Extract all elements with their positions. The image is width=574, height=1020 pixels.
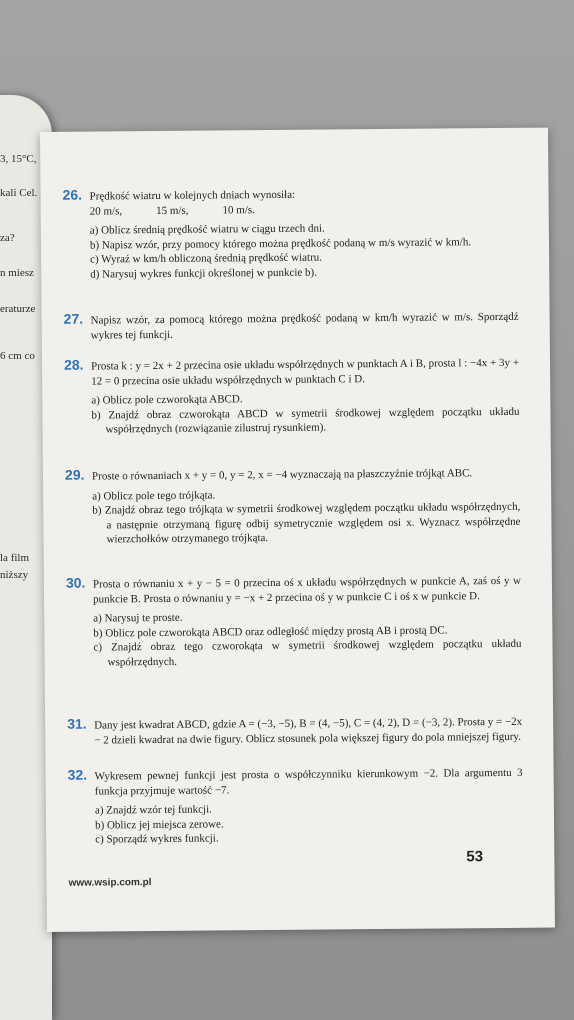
left-page-fragment: n miesz: [0, 267, 34, 279]
exercise-29: [65, 466, 521, 547]
exercise-part: d) Narysuj wykres funkcji określonej w punkcie b).: [90, 266, 317, 281]
left-page-fragment: la film: [0, 552, 30, 564]
speed-value: 15 m/s,: [156, 204, 189, 217]
exercise-intro: Prosta k : y = 2x + 2 przecina osie układu współrzędnych w punktach A i B, prosta l : −4x + 3y + 12 = 0 przecina osie układu współrzędnych w punktach C i D.: [90, 356, 520, 388]
exercise-part: b) Oblicz jej miejsca zerowe.: [94, 817, 224, 832]
exercise-part: a) Oblicz średnią prędkość wiatru w ciągu trzech dni.: [89, 222, 325, 237]
exercise-number: 28.: [63, 356, 84, 373]
left-page-fragment: niższy: [0, 569, 29, 581]
exercise-part: b) Znajdź obraz tego trójkąta w symetrii środkowej względem początku układu współrzędnych, a następnie otrzymaną figurę odbij symetrycznie względem osi x. Wyznacz współrzędne wierzchołków otrzymanego trójkąta.: [92, 500, 521, 546]
exercise-intro: Prosta o równaniu x + y − 5 = 0 przecina oś x układu współrzędnych w punkcie A, zaś oś y w punkcie B. Prosta o równaniu y = −x + 2 przecina oś y w punkcie C i oś x w punkcie D.: [92, 574, 521, 606]
left-page-fragment: 3, 15°C,: [0, 153, 37, 165]
left-page-fragment: za?: [0, 232, 15, 244]
exercise-31: [67, 715, 522, 748]
exercise-30: [66, 574, 522, 670]
exercise-part: b) Oblicz pole czworokąta ABCD oraz odległość między prostą AB i prostą DC.: [93, 623, 448, 640]
exercise-part: b) Znajdź obraz czworokąta ABCD w symetrii środkowej względem początku układu współrzędnych (rozwiązanie zilustruj rysunkiem).: [91, 405, 520, 436]
exercise-part: a) Oblicz pole tego trójkąta.: [92, 488, 216, 503]
exercise-number: 26.: [62, 186, 83, 203]
exercise-part: a) Oblicz pole czworokąta ABCD.: [91, 393, 243, 407]
speed-value: 20 m/s,: [89, 204, 123, 218]
left-page-fragment: kali Cel.: [0, 187, 38, 199]
left-page-fragment: 6 cm co: [0, 350, 35, 362]
exercise-part: c) Znajdź obraz tego czworokąta w symetrii środkowej względem początku układu współrzędnych.: [93, 637, 522, 668]
page-number: 53: [466, 848, 484, 866]
exercise-number: 30.: [65, 574, 86, 591]
publisher-url: www.wsip.com.pl: [68, 877, 152, 889]
exercise-intro: Wykresem pewnej funkcji jest prosta o współczynniku kierunkowym −2. Dla argumentu 3 funkcja przyjmuje wartość −7.: [94, 766, 523, 798]
speed-value: 10 m/s.: [222, 203, 255, 216]
exercise-intro: Dany jest kwadrat ABCD, gdzie A = (−3, −5), B = (4, −5), C = (4, 2), D = (−3, 2). Prosta y = −2x − 2 dzieli kwadrat na dwie figury. Oblicz stosunek pola większej figury do pola mniejszej figury.: [94, 715, 523, 747]
exercise-28: [64, 356, 520, 437]
exercise-intro: Prędkość wiatru w kolejnych dniach wynosiła:: [89, 188, 296, 203]
exercise-26: [63, 186, 519, 282]
exercise-number: 29.: [64, 466, 85, 483]
exercise-intro: Napisz wzór, za pomocą którego można prędkość podaną w km/h wyrazić w m/s. Sporządź wykres tej funkcji.: [90, 310, 519, 342]
exercise-number: 32.: [67, 766, 88, 783]
exercise-part: c) Wyraź w km/h obliczoną średnią prędkość wiatru.: [90, 251, 323, 266]
exercise-part: c) Sporządź wykres funkcji.: [95, 832, 219, 846]
exercise-part: a) Narysuj te proste.: [93, 611, 183, 625]
exercise-part: b) Napisz wzór, przy pomocy którego można prędkość podaną w m/s wyrazić w km/h.: [89, 235, 472, 252]
exercise-number: 31.: [67, 715, 87, 732]
exercise-intro: Proste o równaniach x + y = 0, y = 2, x = −4 wyznaczają na płaszczyźnie trójkąt ABC.: [91, 467, 473, 483]
exercise-32: [68, 766, 524, 847]
exercise-27: [64, 310, 519, 343]
left-page-fragment: eraturze: [0, 303, 36, 315]
exercise-number: 27.: [63, 310, 84, 327]
exercise-part: a) Znajdź wzór tej funkcji.: [94, 803, 212, 817]
textbook-page: [40, 128, 555, 932]
